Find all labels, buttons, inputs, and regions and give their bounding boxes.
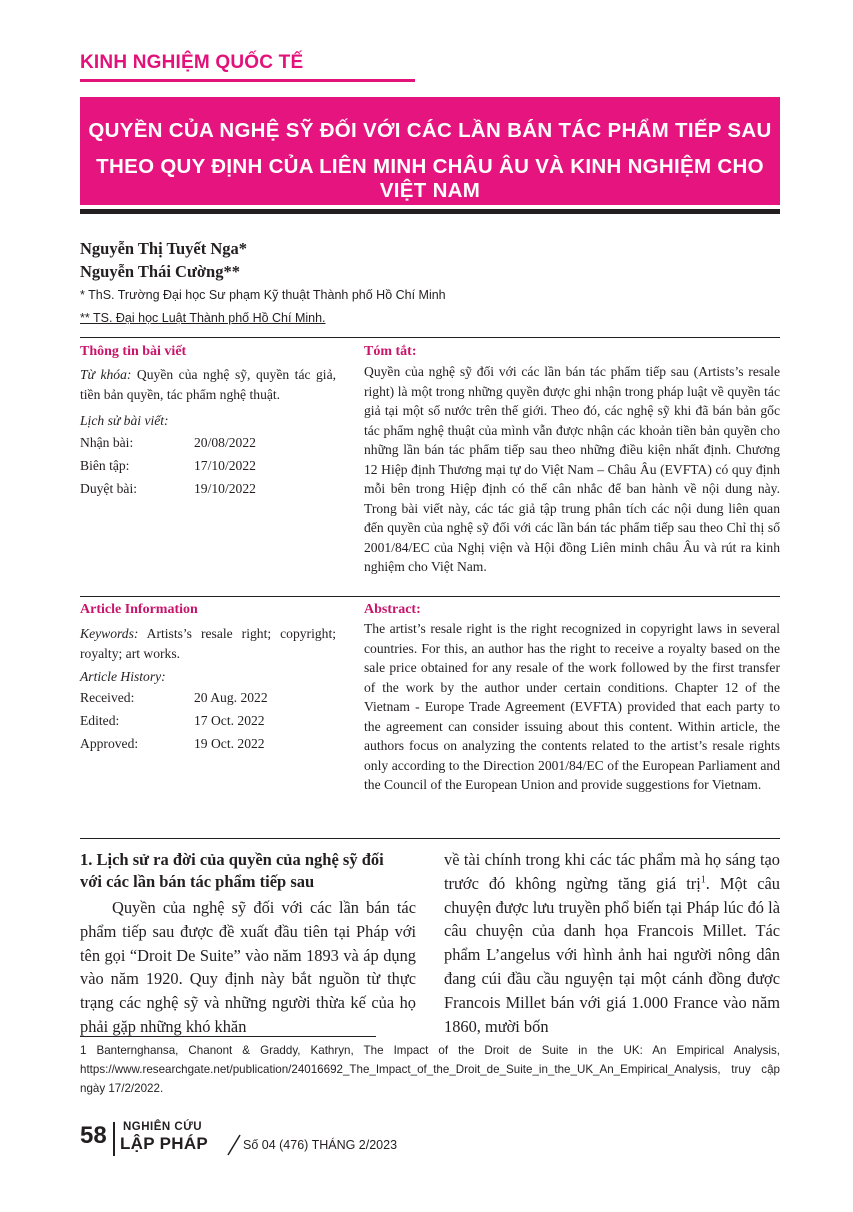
approved-en-row <box>80 736 320 752</box>
keywords-vi <box>80 365 336 404</box>
received-vi-row <box>80 435 320 451</box>
affiliation-1: * ThS. Trường Đại học Sư phạm Kỹ thuật Thành phố Hồ Chí Minh <box>80 288 446 302</box>
body-column-2-paragraph <box>444 848 780 1038</box>
title-underline <box>80 209 780 214</box>
divider <box>80 596 780 597</box>
edited-en-label: Edited: <box>80 713 120 728</box>
section-label: KINH NGHIỆM QUỐC TẾ <box>80 52 304 73</box>
author-2: Nguyễn Thái Cường** <box>80 262 240 281</box>
body-column-1-paragraph: Quyền của nghệ sỹ đối với các lần bán tác phẩm tiếp sau được đề xuất đầu tiên tại Pháp với tên gọi “Droit De Suite” vào năm 1893 và áp dụng vào năm 1920. Quy định này bắt nguồn từ thực trạng các nghệ sỹ và những người thừa kế của họ phải gặp những khó khăn <box>80 898 416 1036</box>
approved-en-value: 19 Oct. 2022 <box>194 736 265 751</box>
body-column-2-text-start: về tài chính trong khi các tác phẩm mà họ sáng tạo trước đó không ngừng tăng giá trị <box>444 850 780 893</box>
abstract-en-heading: Abstract: <box>364 602 421 617</box>
edited-en-row <box>80 713 320 729</box>
footnote-1: 1 Banternghansa, Chanont & Graddy, Kathryn, The Impact of the Droit de Suite in the UK: An Empirical Analysis, https://www.researchgate.net/publication/24016692_The_Impact_of_the_Droit_de_Suite_in_the_UK_An_Empirical_Analysis, truy cập ngày 17/2/2022. <box>80 1044 780 1096</box>
approved-en-label: Approved: <box>80 736 139 751</box>
edited-vi-value: 17/10/2022 <box>194 458 256 473</box>
approved-vi-row <box>80 481 320 497</box>
divider <box>80 838 780 839</box>
approved-vi-value: 19/10/2022 <box>194 481 256 496</box>
received-en-value: 20 Aug. 2022 <box>194 690 268 705</box>
issue-info: Số 04 (476) THÁNG 2/2023 <box>243 1138 398 1152</box>
article-title-banner <box>80 97 780 205</box>
article-title-line-1: QUYỀN CỦA NGHỆ SỸ ĐỐI VỚI CÁC LẦN BÁN TÁC PHẨM TIẾP SAU <box>88 119 772 142</box>
affiliation-2: ** TS. Đại học Luật Thành phố Hồ Chí Minh. <box>80 311 326 325</box>
divider <box>80 337 780 338</box>
keywords-en-label: Keywords: <box>80 626 139 641</box>
keywords-en <box>80 624 336 663</box>
magazine-name-bottom: LẬP PHÁP <box>120 1134 209 1153</box>
footnote-divider <box>80 1036 376 1037</box>
keywords-en-text: Artists’s resale right; copyright; royalty; art works. <box>80 626 336 661</box>
body-column-2-text-end: . Một câu chuyện được lưu truyền phổ biến tại Pháp lúc đó là câu chuyện của danh họa Francois Millet. Tác phẩm L’angelus với hình ảnh hai người nông dân đang cúi đầu cầu nguyện tại một cánh đồng được Francois Millet bán với giá 1.000 France vào năm 1860, mười bốn <box>444 873 780 1036</box>
received-vi-label: Nhận bài: <box>80 435 134 450</box>
footer-separator <box>113 1122 115 1156</box>
summary-vi-heading: Tóm tắt: <box>364 344 417 359</box>
footnote-ref-1[interactable]: 1 <box>700 874 706 886</box>
edited-vi-row <box>80 458 320 474</box>
section-divider <box>80 79 415 82</box>
received-vi-value: 20/08/2022 <box>194 435 256 450</box>
keywords-vi-label: Từ khóa: <box>80 367 132 382</box>
magazine-name-top: NGHIÊN CỨU <box>123 1121 203 1133</box>
received-en-label: Received: <box>80 690 135 705</box>
abstract-en-text: The artist’s resale right is the right recognized in copyright laws in several countries. For this, an author has the right to receive a royalty based on the sale price obtained for any resale of the work followed by the first transfer of the work by the author under certain conditions. Chapter 12 of the Vietnam - Europe Trade Agreement (EVFTA) provided that each party to the agreement can consider issuing about this content. Within article, the authors focus on analyzing the contents related to the artist’s resale rights only according to the Direction 2001/84/EC of the European Parliament and the Council of the European Union and provide suggestions for Vietnam. <box>364 621 780 792</box>
article-info-en-heading: Article Information <box>80 602 198 617</box>
history-vi-label: Lịch sử bài viết: <box>80 413 169 428</box>
section-1-heading: 1. Lịch sử ra đời của quyền của nghệ sỹ đối với các lần bán tác phẩm tiếp sau <box>80 850 384 891</box>
summary-vi-text: Quyền của nghệ sỹ đối với các lần bán tác phẩm tiếp sau (Artists’s resale right) là một trong những quyền được ghi nhận trong pháp luật về quyền tác giả tại một số nước trên thế giới. Theo đó, các nghệ sỹ khi đã bán bản gốc tác phẩm nghệ thuật của mình vẫn được nhận các khoản tiền bản quyền cho những lần bán tác phẩm tiếp sau theo những điều kiện nhất định. Chương 12 Hiệp định Thương mại tự do Việt Nam – Châu Âu (EVFTA) có quy định mỗi bên trong Hiệp định có thể cân nhắc để ban hành về nội dung này. Trong bài viết này, các tác giả tập trung phân tích các nội dung liên quan đến quyền của nghệ sỹ đối với các lần bán tác phẩm tiếp sau theo Chỉ thị số 2001/84/EC của Nghị viện và Hội đồng Liên minh châu Âu và rút ra kinh nghiệm cho Việt Nam. <box>364 364 780 574</box>
received-en-row <box>80 690 320 706</box>
keywords-vi-text: Quyền của nghệ sỹ, quyền tác giả, tiền bản quyền, tác phẩm nghệ thuật. <box>80 367 337 402</box>
slash-icon <box>225 1134 243 1156</box>
author-1: Nguyễn Thị Tuyết Nga* <box>80 239 248 258</box>
approved-vi-label: Duyệt bài: <box>80 481 138 496</box>
article-info-vi-heading: Thông tin bài viết <box>80 344 187 359</box>
edited-vi-label: Biên tập: <box>80 458 130 473</box>
edited-en-value: 17 Oct. 2022 <box>194 713 265 728</box>
page-number: 58 <box>80 1122 107 1149</box>
history-en-label: Article History: <box>80 669 166 684</box>
article-title-line-2: THEO QUY ĐỊNH CỦA LIÊN MINH CHÂU ÂU VÀ KINH NGHIỆM CHO VIỆT NAM <box>96 155 764 202</box>
